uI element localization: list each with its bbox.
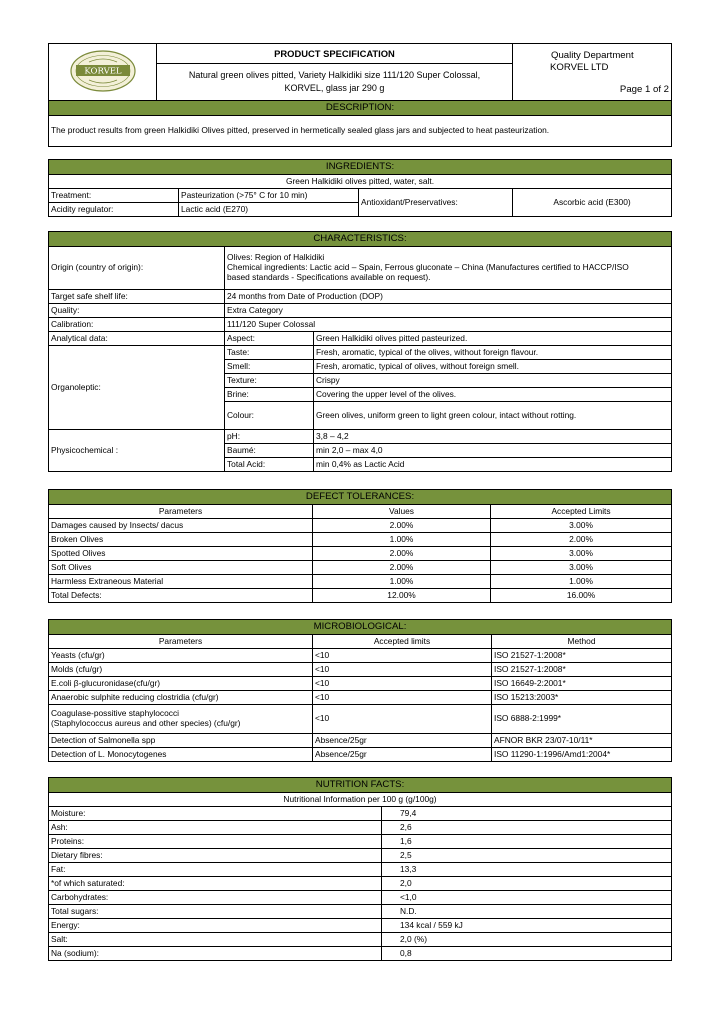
column-header: Accepted limits [313, 635, 492, 649]
organoleptic-item-label: Taste: [225, 346, 314, 360]
table-row: Total Defects: 12.00% 16.00% [49, 589, 672, 603]
microbiological-table [48, 619, 672, 762]
table-row: Molds (cfu/gr) <10 ISO 21527-1:2008* [49, 663, 672, 677]
nutrition-table [48, 777, 672, 961]
characteristics-heading: CHARACTERISTICS: [49, 232, 672, 247]
table-row: Spotted Olives 2.00% 3.00% [49, 547, 672, 561]
shelf-life-label: Target safe shelf life: [49, 290, 225, 304]
table-row: Harmless Extraneous Material 1.00% 1.00% [49, 575, 672, 589]
company: KORVEL LTD [550, 62, 609, 74]
table-row: Na (sodium): 0,8 [49, 947, 672, 961]
table-row: Energy: 134 kcal / 559 kJ [49, 919, 672, 933]
aspect-value: Green Halkidiki olives pitted pasteurized. [314, 332, 672, 346]
physico-item-value: min 0,4% as Lactic Acid [314, 458, 672, 472]
nutrition-subheading: Nutritional Information per 100 g (g/100g) [49, 793, 672, 807]
quality-block [513, 44, 672, 101]
acidity-value: Lactic acid (E270) [179, 203, 359, 217]
quality-value: Extra Category [225, 304, 672, 318]
table-row: Anaerobic sulphite reducing clostridia (cfu/gr) <10 ISO 15213:2003* [49, 691, 672, 705]
table-row: Proteins: 1,6 [49, 835, 672, 849]
table-row: Soft Olives 2.00% 3.00% [49, 561, 672, 575]
shelf-life-value: 24 months from Date of Production (DOP) [225, 290, 672, 304]
svg-text:KORVEL: KORVEL [83, 66, 122, 77]
physico-item-label: pH: [225, 430, 314, 444]
organoleptic-item-value: Crispy [314, 374, 672, 388]
antioxidant-label: Antioxidant/Preservatives: [359, 189, 513, 217]
physico-item-value: min 2,0 – max 4,0 [314, 444, 672, 458]
table-row: E.coli β-glucuronidase(cfu/gr) <10 ISO 16649-2:2001* [49, 677, 672, 691]
ingredients-table [48, 159, 672, 217]
organoleptic-item-value: Fresh, aromatic, typical of olives, without foreign smell. [314, 360, 672, 374]
page-number: Page 1 of 2 [619, 83, 669, 95]
quality-label: Quality: [49, 304, 225, 318]
logo [49, 44, 157, 101]
table-row: Yeasts (cfu/gr) <10 ISO 21527-1:2008* [49, 649, 672, 663]
table-row: Detection of Salmonella spp Absence/25gr AFNOR BKR 23/07-10/11* [49, 734, 672, 748]
korvel-logo-icon [69, 49, 137, 93]
organoleptic-item-label: Brine: [225, 388, 314, 402]
table-row: Fat: 13,3 [49, 863, 672, 877]
physico-item-label: Total Acid: [225, 458, 314, 472]
spec-title: PRODUCT SPECIFICATION [157, 44, 513, 64]
organoleptic-item-value: Green olives, uniform green to light green colour, intact without rotting. [314, 402, 672, 430]
header-table [48, 43, 672, 147]
physico-item-value: 3,8 – 4,2 [314, 430, 672, 444]
table-row: Carbohydrates: <1,0 [49, 891, 672, 905]
table-row: Detection of L. Monocytogenes Absence/25gr ISO 11290-1:1996/Amd1:2004* [49, 748, 672, 762]
table-row: Salt: 2,0 (%) [49, 933, 672, 947]
defects-table [48, 489, 672, 603]
table-row: Total sugars: N.D. [49, 905, 672, 919]
description-heading: DESCRIPTION: [49, 101, 672, 116]
organoleptic-item-label: Texture: [225, 374, 314, 388]
micro-heading: MICROBIOLOGICAL: [49, 620, 672, 635]
table-row: Ash: 2,6 [49, 821, 672, 835]
defects-heading: DEFECT TOLERANCES: [49, 490, 672, 505]
description-text: The product results from green Halkidiki Olives pitted, preserved in hermetically sealed glass jars and subjected to heat pasteurization. [49, 116, 672, 147]
table-row: Broken Olives 1.00% 2.00% [49, 533, 672, 547]
calibration-label: Calibration: [49, 318, 225, 332]
organoleptic-label: Organoleptic: [49, 346, 225, 430]
ingredients-list: Green Halkidiki olives pitted, water, salt. [49, 175, 672, 189]
table-row: Coagulase-possitive staphylococci (Staphylococcus aureus and other species) (cfu/gr) <10 ISO 6888-2:1999* [49, 705, 672, 734]
antioxidant-value: Ascorbic acid (E300) [513, 189, 672, 217]
characteristics-table [48, 231, 672, 472]
organoleptic-item-label: Smell: [225, 360, 314, 374]
column-header: Parameters [49, 635, 313, 649]
acidity-label: Acidity regulator: [49, 203, 179, 217]
origin-value: Olives: Region of Halkidiki Chemical ingredients: Lactic acid – Spain, Ferrous gluconate – China (Manufactures certified to HACCP/ISO based standards - Specifications available on request). [225, 247, 672, 290]
treatment-value: Pasteurization (>75° C for 10 min) [179, 189, 359, 203]
table-row: Damages caused by Insects/ dacus 2.00% 3.00% [49, 519, 672, 533]
product-name: Natural green olives pitted, Variety Halkidiki size 111/120 Super Colossal, KORVEL, glass jar 290 g [157, 64, 513, 101]
organoleptic-item-value: Covering the upper level of the olives. [314, 388, 672, 402]
analytical-label: Analytical data: [49, 332, 225, 346]
organoleptic-item-value: Fresh, aromatic, typical of the olives, without foreign flavour. [314, 346, 672, 360]
organoleptic-item-label: Colour: [225, 402, 314, 430]
column-header: Values [313, 505, 491, 519]
physicochemical-label: Physicochemical : [49, 430, 225, 472]
physico-item-label: Baumé: [225, 444, 314, 458]
treatment-label: Treatment: [49, 189, 179, 203]
column-header: Method [492, 635, 672, 649]
ingredients-heading: INGREDIENTS: [49, 160, 672, 175]
department: Quality Department [551, 50, 634, 61]
table-row: Moisture: 79,4 [49, 807, 672, 821]
table-row: Dietary fibres: 2,5 [49, 849, 672, 863]
calibration-value: 111/120 Super Colossal [225, 318, 672, 332]
column-header: Parameters [49, 505, 313, 519]
nutrition-heading: NUTRITION FACTS: [49, 778, 672, 793]
origin-label: Origin (country of origin): [49, 247, 225, 290]
column-header: Accepted Limits [491, 505, 672, 519]
table-row: *of which saturated: 2,0 [49, 877, 672, 891]
aspect-label: Aspect: [225, 332, 314, 346]
